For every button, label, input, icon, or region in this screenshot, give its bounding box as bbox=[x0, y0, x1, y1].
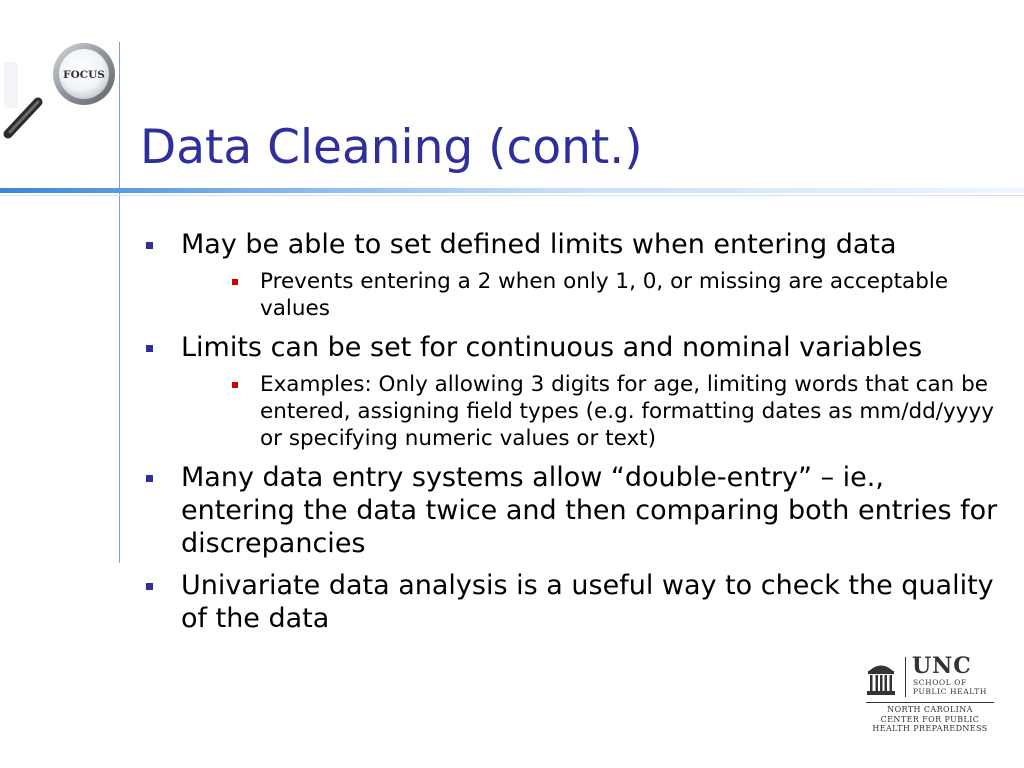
center-name: NORTH CAROLINA CENTER FOR PUBLIC HEALTH PREPAREDNESS bbox=[872, 705, 988, 733]
school-name: SCHOOL OF PUBLIC HEALTH bbox=[913, 678, 987, 696]
focus-logo-text: FOCUS bbox=[63, 69, 105, 81]
old-well-icon bbox=[866, 659, 896, 697]
bullet-item bbox=[146, 569, 1006, 635]
unc-logo bbox=[862, 655, 998, 735]
vertical-divider bbox=[119, 42, 120, 563]
slide-title: Data Cleaning (cont.) bbox=[140, 120, 643, 175]
title-underline bbox=[0, 186, 1024, 198]
bullet-list bbox=[146, 228, 1006, 644]
bullet-square-icon bbox=[146, 583, 153, 590]
unc-wordmark: UNC bbox=[912, 653, 972, 679]
sub-bullet-list bbox=[226, 371, 1006, 452]
sub-bullet-item bbox=[226, 371, 1006, 452]
sub-bullet-square-icon bbox=[232, 279, 238, 285]
bullet-text: Univariate data analysis is a useful way to check the quality of the data bbox=[181, 570, 994, 634]
bullet-text: Many data entry systems allow “double-entry” – ie., entering the data twice and then comparing both entries for discrepancies bbox=[181, 462, 998, 559]
bullet-square-icon bbox=[146, 475, 153, 482]
sub-bullet-square-icon bbox=[232, 382, 238, 388]
bullet-item bbox=[146, 228, 1006, 322]
bullet-square-icon bbox=[146, 242, 153, 249]
sub-bullet-text: Prevents entering a 2 when only 1, 0, or missing are acceptable values bbox=[260, 269, 949, 321]
bullet-text: May be able to set defined limits when entering data bbox=[181, 229, 897, 260]
sub-bullet-list bbox=[226, 268, 1006, 322]
sub-bullet-item bbox=[226, 268, 1006, 322]
sub-bullet-text: Examples: Only allowing 3 digits for age, limiting words that can be entered, assigning field types (e.g. formatting dates as mm/dd/yyyy or specifying numeric values or text) bbox=[260, 372, 994, 451]
bullet-item bbox=[146, 331, 1006, 452]
bullet-text: Limits can be set for continuous and nominal variables bbox=[181, 332, 923, 363]
bullet-square-icon bbox=[146, 345, 153, 352]
focus-logo bbox=[0, 36, 120, 146]
bullet-item bbox=[146, 461, 1006, 560]
magnifying-glass-icon bbox=[0, 36, 120, 146]
